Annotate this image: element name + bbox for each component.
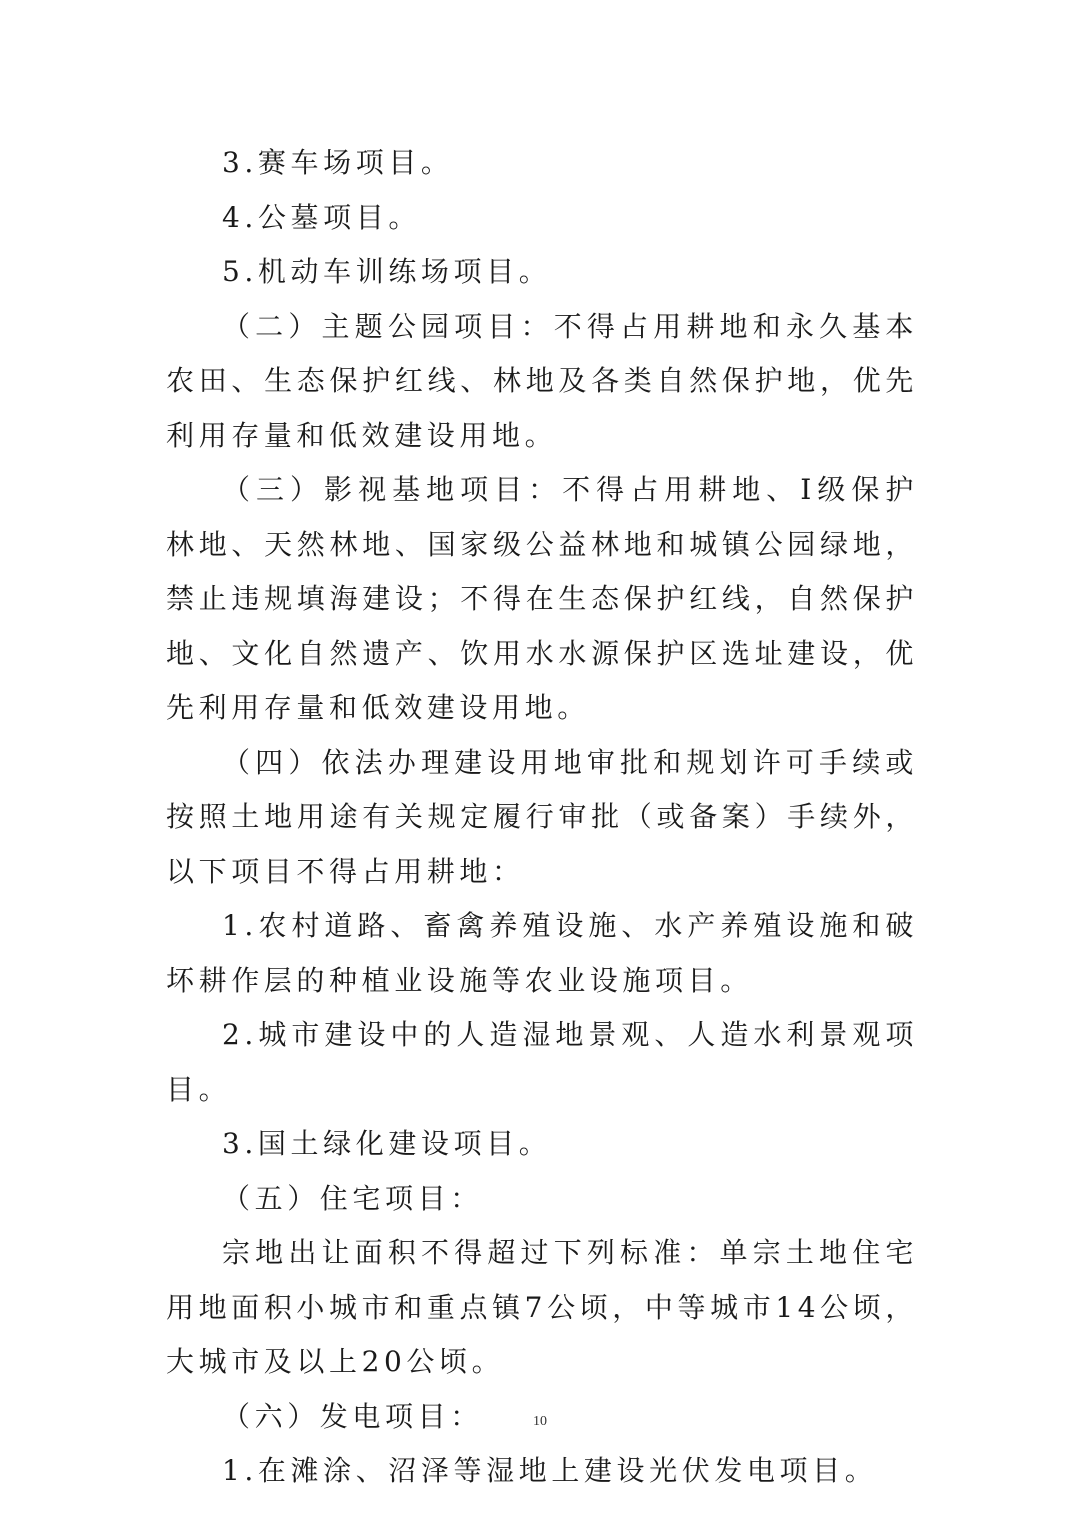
- page-number: 10: [533, 1414, 547, 1429]
- paragraph-approval-procedures: （四）依法办理建设用地审批和规划许可手续或按照土地用途有关规定履行审批（或备案）手续外，以下项目不得占用耕地：: [166, 745, 918, 888]
- paragraph-power-heading: （六）发电项目：: [222, 1399, 483, 1433]
- document-body: [166, 136, 918, 1499]
- paragraph-urban-wetland: 2.城市建设中的人造湿地景观、人造水利景观项目。: [166, 1018, 918, 1106]
- paragraph-theme-park: （二）主题公园项目：不得占用耕地和永久基本农田、生态保护红线、林地及各类自然保护地，优先利用存量和低效建设用地。: [166, 309, 918, 452]
- paragraph-greening: 3.国土绿化建设项目。: [222, 1127, 552, 1160]
- paragraph-race-track: 3.赛车场项目。: [222, 146, 454, 179]
- paragraph-cemetery: 4.公墓项目。: [222, 200, 421, 234]
- paragraph-photovoltaic: 1.在滩涂、沼泽等湿地上建设光伏发电项目。: [222, 1454, 878, 1487]
- paragraph-vehicle-training: 5.机动车训练场项目。: [222, 255, 552, 288]
- paragraph-agricultural-facilities: 1.农村道路、畜禽养殖设施、水产养殖设施和破坏耕作层的种植业设施等农业设施项目。: [166, 909, 918, 997]
- paragraph-residential-heading: （五）住宅项目：: [222, 1181, 483, 1215]
- paragraph-film-base: （三）影视基地项目：不得占用耕地、I级保护林地、天然林地、国家级公益林地和城镇公园绿地，禁止违规填海建设；不得在生态保护红线，自然保护地、文化自然遗产、饮用水水源保护区选址建设，优先利用存量和低效建设用地。: [166, 473, 918, 724]
- paragraph-residential-area-limits: 宗地出让面积不得超过下列标准：单宗土地住宅用地面积小城市和重点镇7公顷，中等城市14公顷，大城市及以上20公顷。: [166, 1236, 918, 1378]
